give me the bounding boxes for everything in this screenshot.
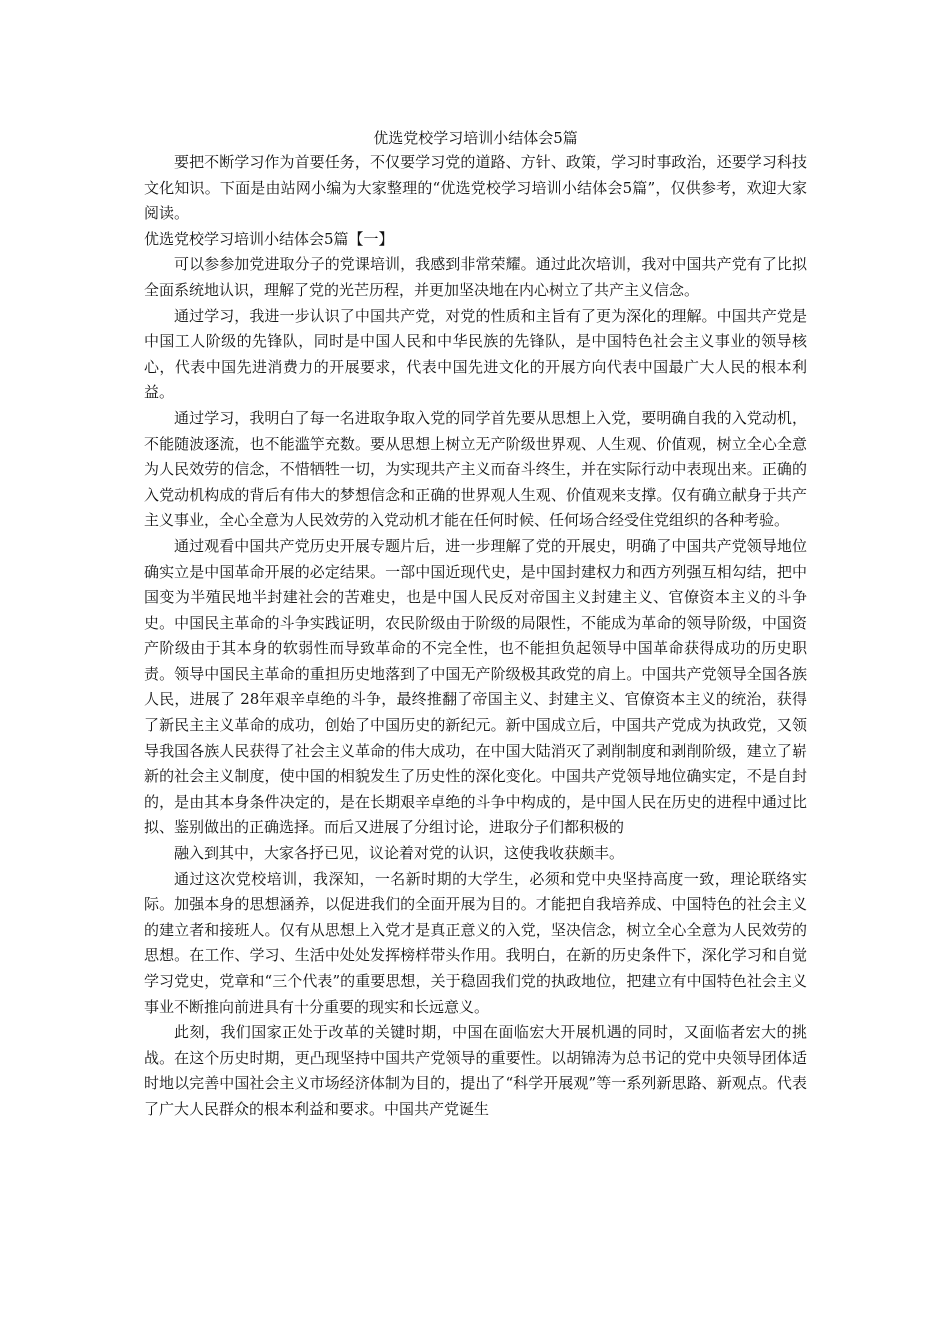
body-paragraph-6: 通过这次党校培训，我深知，一名新时期的大学生，必须和党中央坚持高度一致，理论联络实际。加强本身的思想涵养，以促进我们的全面开展为目的。才能把自我培养成、中国特色的社会主义的建立者和接班人。仅有从思想上入党才是真正意义的入党，坚决信念，树立全心全意为人民效劳的思想。在工作、学习、生活中处处发挥榜样带头作用。我明白，在新的历史条件下，深化学习和自觉学习党史，党章和“三个代表”的重要思想，关于稳固我们党的执政地位，把建立有中国特色社会主义事业不断推向前进具有十分重要的现实和长远意义。 — [144, 869, 807, 1016]
body-paragraph-3: 通过学习，我明白了每一名进取争取入党的同学首先要从思想上入党，要明确自我的入党动机，不能随波逐流，也不能滥竽充数。要从思想上树立无产阶级世界观、人生观、价值观，树立全心全意为人民效劳的信念，不惜牺牲一切，为实现共产主义而奋斗终生，并在实际行动中表现出来。正确的入党动机构成的背后有伟大的梦想信念和正确的世界观人生观、价值观来支撑。仅有确立献身于共产主义事业，全心全意为人民效劳的入党动机才能在任何时候、任何场合经受住党组织的各种考验。 — [144, 408, 807, 530]
document-page — [144, 126, 807, 1123]
section-heading: 优选党校学习培训小结体会5篇【一】 — [144, 229, 394, 248]
body-paragraph-1: 可以参参加党进取分子的党课培训，我感到非常荣耀。通过此次培训，我对中国共产党有了比拟全面系统地认识，理解了党的光芒历程，并更加坚决地在内心树立了共产主义信念。 — [144, 255, 807, 299]
body-paragraph-2: 通过学习，我进一步认识了中国共产党，对党的性质和主旨有了更为深化的理解。中国共产党是中国工人阶级的先锋队，同时是中国人民和中华民族的先锋队，是中国特色社会主义事业的领导核心，代表中国先进消费力的开展要求，代表中国先进文化的开展方向代表中国最广大人民的根本利益。 — [144, 306, 807, 402]
body-paragraph-5: 融入到其中，大家各抒已见，议论着对党的认识，这使我收获颇丰。 — [174, 844, 625, 863]
document-title: 优选党校学习培训小结体会5篇 — [373, 129, 578, 147]
body-paragraph-7: 此刻，我们国家正处于改革的关键时期，中国在面临宏大开展机遇的同时，又面临者宏大的挑战。在这个历史时期，更凸现坚持中国共产党领导的重要性。以胡锦涛为总书记的党中央领导团体适时地以完善中国社会主义市场经济体制为目的，提出了“科学开展观”等一系列新思路、新观点。代表了广大人民群众的根本利益和要求。中国共产党诞生 — [144, 1023, 807, 1118]
body-paragraph-4: 通过观看中国共产党历史开展专题片后，进一步理解了党的开展史，明确了中国共产党领导地位确实立是中国革命开展的必定结果。一部中国近现代史，是中国封建权力和西方列强互相勾结，把中国变为半殖民地半封建社会的苦难史，也是中国人民反对帝国主义封建主义、官僚资本主义的斗争史。中国民主革命的斗争实践证明，农民阶级由于阶级的局限性，不能成为革命的领导阶级，中国资产阶级由于其本身的软弱性而导致革命的不完全性，也不能担负起领导中国革命获得成功的历史职责。领导中国民主革命的重担历史地落到了中国无产阶级极其政党的肩上。中国共产党领导全国各族人民，进展了 28年艰辛卓绝的斗争，最终推翻了帝国主义、封建主义、官僚资本主义的统治，获得了新民主主义革命的成功，创始了中国历史的新纪元。新中国成立后，中国共产党成为执政党，又领导我国各族人民获得了社会主义革命的伟大成功，在中国大陆消灭了剥削制度和剥削阶级，建立了崭新的社会主义制度，使中国的相貌发生了历史性的深化变化。中国共产党领导地位确实定，不是自封的，是由其本身条件决定的，是在长期艰辛卓绝的斗争中构成的，是中国人民在历史的进程中通过比拟、鉴别做出的正确选择。而后又进展了分组讨论，进取分子们都积极的 — [144, 536, 807, 837]
intro-paragraph: 要把不断学习作为首要任务，不仅要学习党的道路、方针、政策，学习时事政治，还要学习科技文化知识。下面是由站网小编为大家整理的“优选党校学习培训小结体会5篇”，仅供参考，欢迎大家阅读。 — [144, 153, 807, 223]
